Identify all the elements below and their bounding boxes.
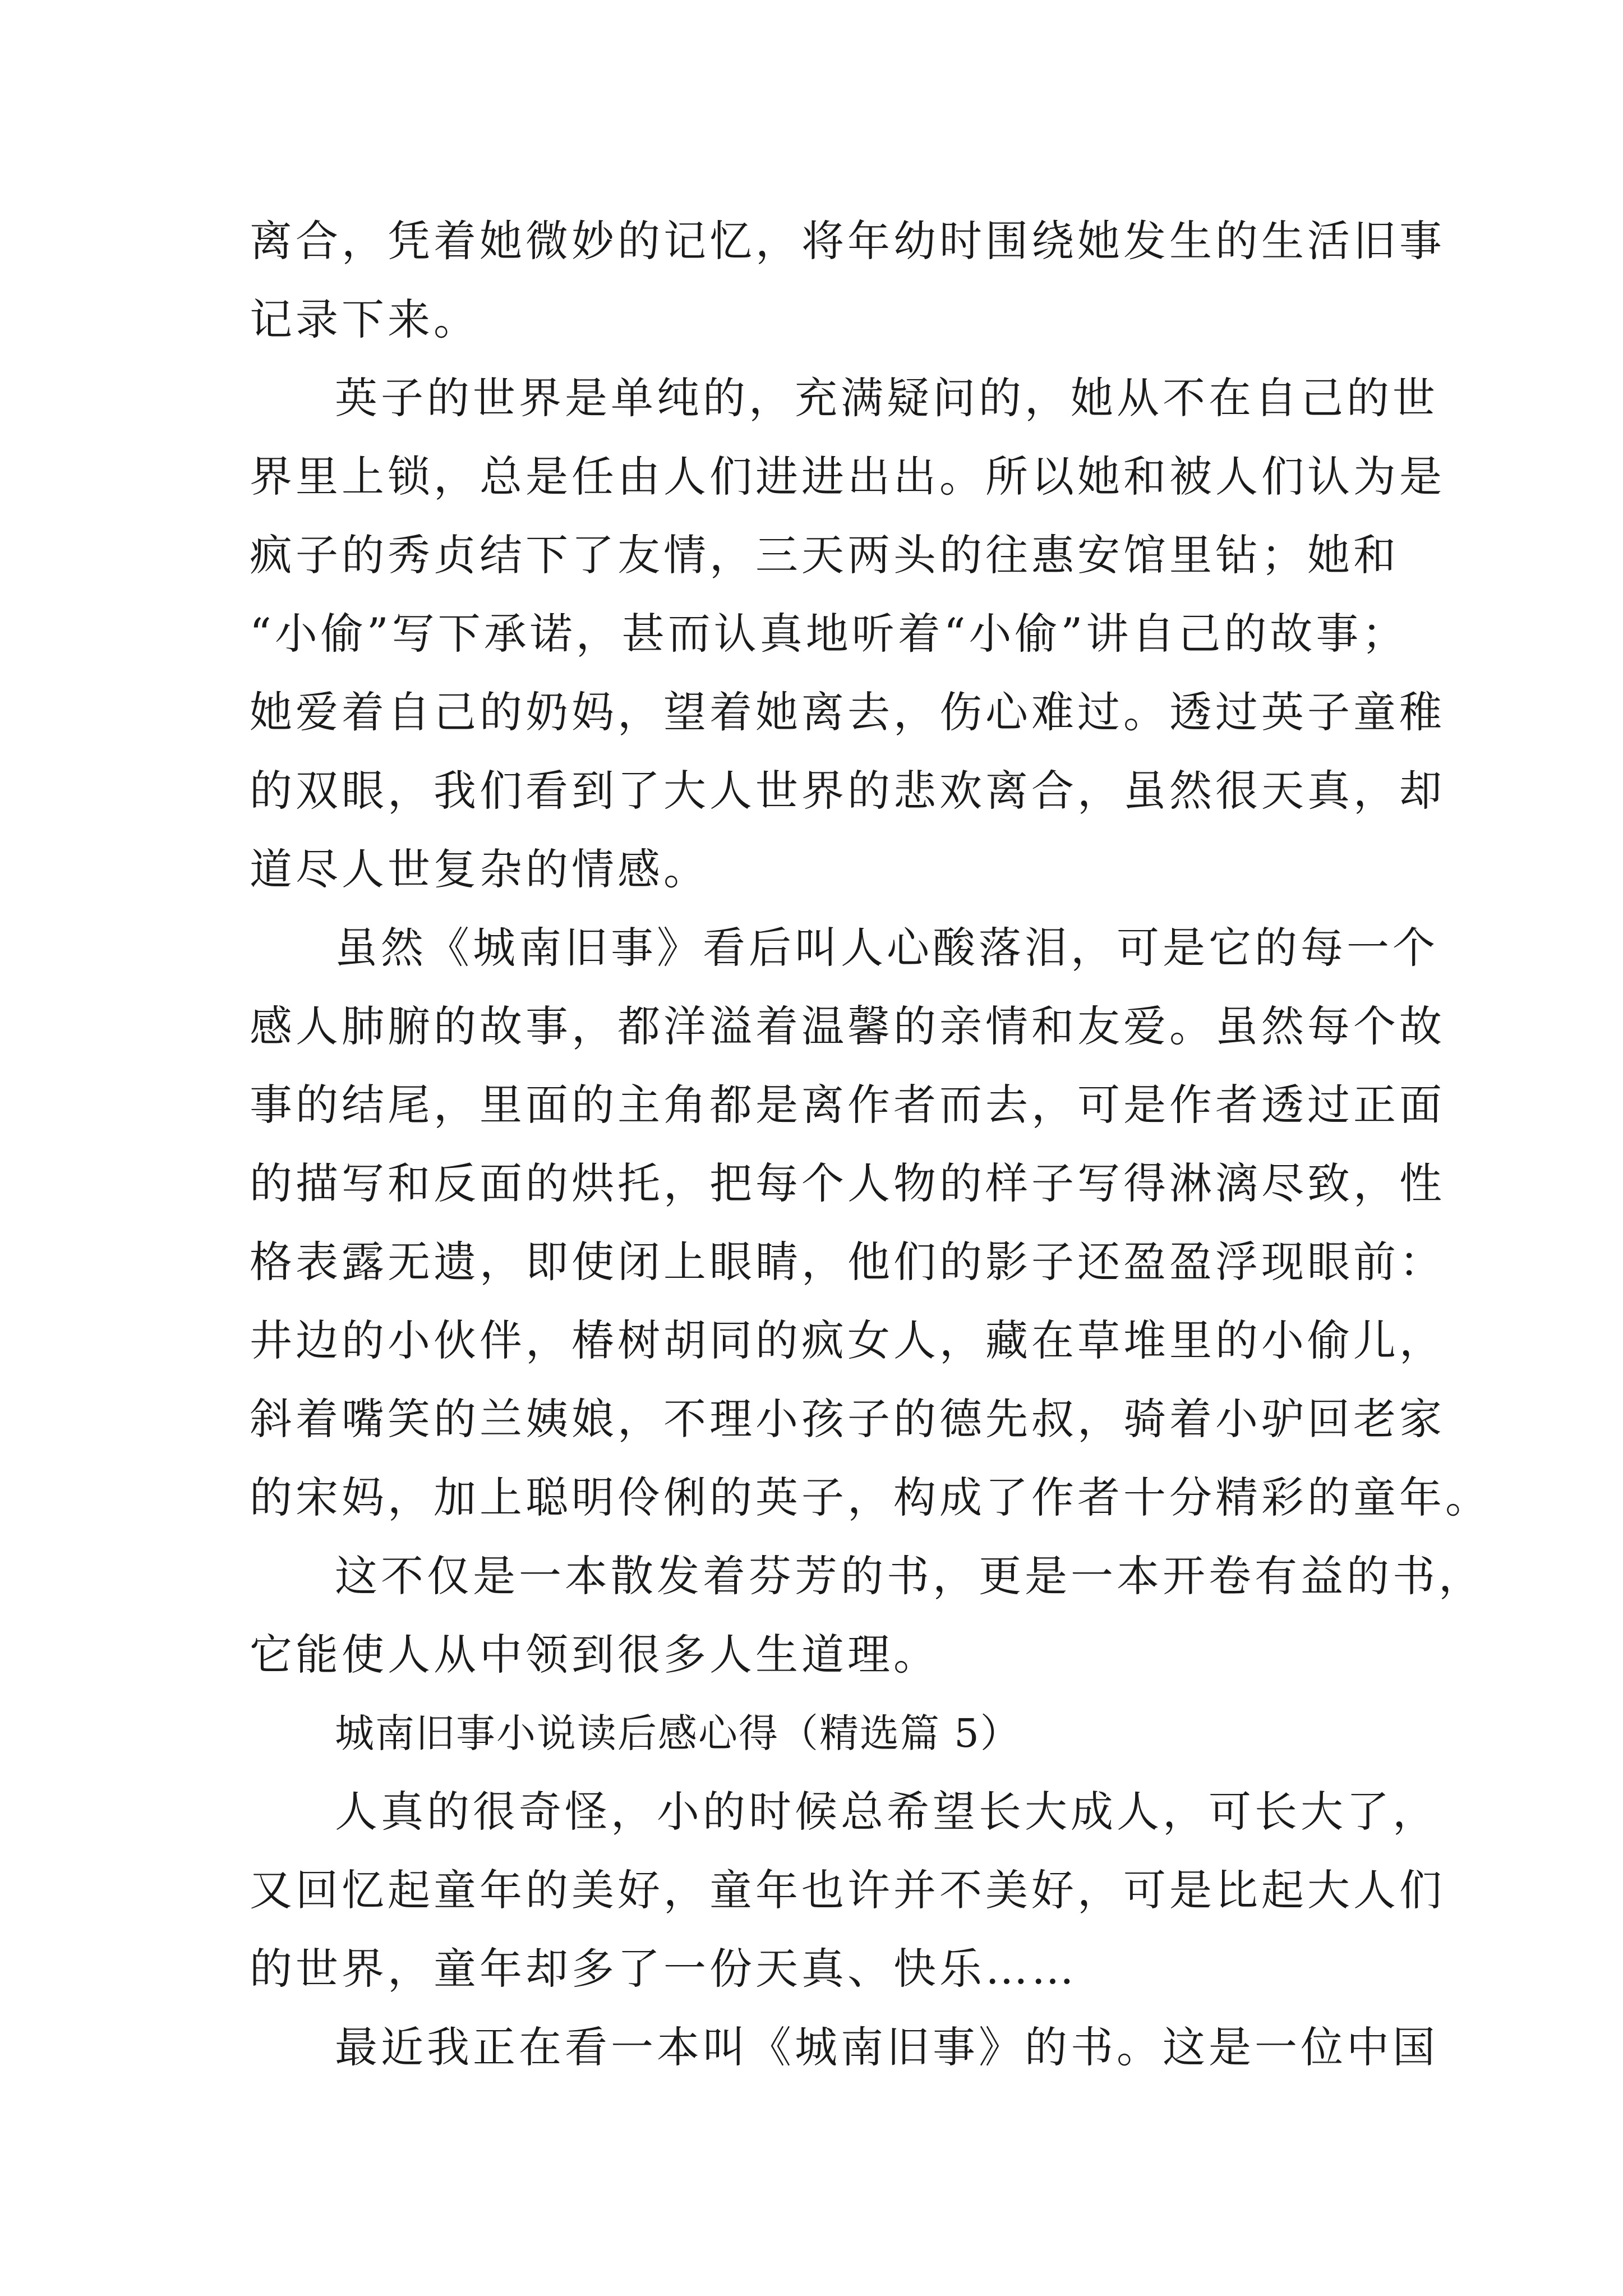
text-line: 道尽人世复杂的情感。 (250, 844, 709, 894)
paragraph-start-line: 英子的世界是单纯的，充满疑问的，她从不在自己的世 (335, 373, 1438, 423)
text-line: 又回忆起童年的美好，童年也许并不美好，可是比起大人们 (250, 1865, 1445, 1915)
text-line: 离合，凭着她微妙的记忆，将年幼时围绕她发生的生活旧事 (250, 216, 1445, 266)
paragraph-start-line: 人真的很奇怪，小的时候总希望长大成人，可长大了， (335, 1787, 1438, 1837)
paragraph-start-line: 最近我正在看一本叫《城南旧事》的书。这是一位中国 (335, 2022, 1438, 2072)
section-heading: 城南旧事小说读后感心得（精选篇 5） (335, 1710, 1021, 1756)
text-line: 界里上锁，总是任由人们进进出出。所以她和被人们认为是 (250, 452, 1445, 501)
text-line: 记录下来。 (250, 295, 479, 344)
text-line: 的世界，童年却多了一份天真、快乐…… (250, 1944, 1077, 1994)
text-line: 的宋妈，加上聪明伶俐的英子，构成了作者十分精彩的童年。 (250, 1473, 1491, 1522)
text-line: 事的结尾，里面的主角都是离作者而去，可是作者透过正面 (250, 1080, 1445, 1130)
paragraph-start-line: 这不仅是一本散发着芬芳的书，更是一本开卷有益的书， (335, 1551, 1484, 1601)
text-line: 它能使人从中领到很多人生道理。 (250, 1630, 939, 1680)
text-line: “小偷”写下承诺，甚而认真地听着“小偷”讲自己的故事； (250, 609, 1408, 659)
text-line: 疯子的秀贞结下了友情，三天两头的往惠安馆里钻；她和 (250, 530, 1399, 580)
text-line: 井边的小伙伴，椿树胡同的疯女人，藏在草堆里的小偷儿， (250, 1315, 1445, 1365)
text-line: 格表露无遗，即使闭上眼睛，他们的影子还盈盈浮现眼前： (250, 1237, 1445, 1287)
text-line: 感人肺腑的故事，都洋溢着温馨的亲情和友爱。虽然每个故 (250, 1001, 1445, 1051)
document-body (250, 202, 1491, 2087)
text-line: 的描写和反面的烘托，把每个人物的样子写得淋漓尽致，性 (250, 1158, 1445, 1208)
paragraph-start-line: 虽然《城南旧事》看后叫人心酸落泪，可是它的每一个 (335, 923, 1438, 973)
text-line: 斜着嘴笑的兰姨娘，不理小孩子的德先叔，骑着小驴回老家 (250, 1394, 1445, 1444)
text-line: 她爱着自己的奶妈，望着她离去，伤心难过。透过英子童稚 (250, 687, 1445, 737)
text-line: 的双眼，我们看到了大人世界的悲欢离合，虽然很天真，却 (250, 766, 1445, 816)
